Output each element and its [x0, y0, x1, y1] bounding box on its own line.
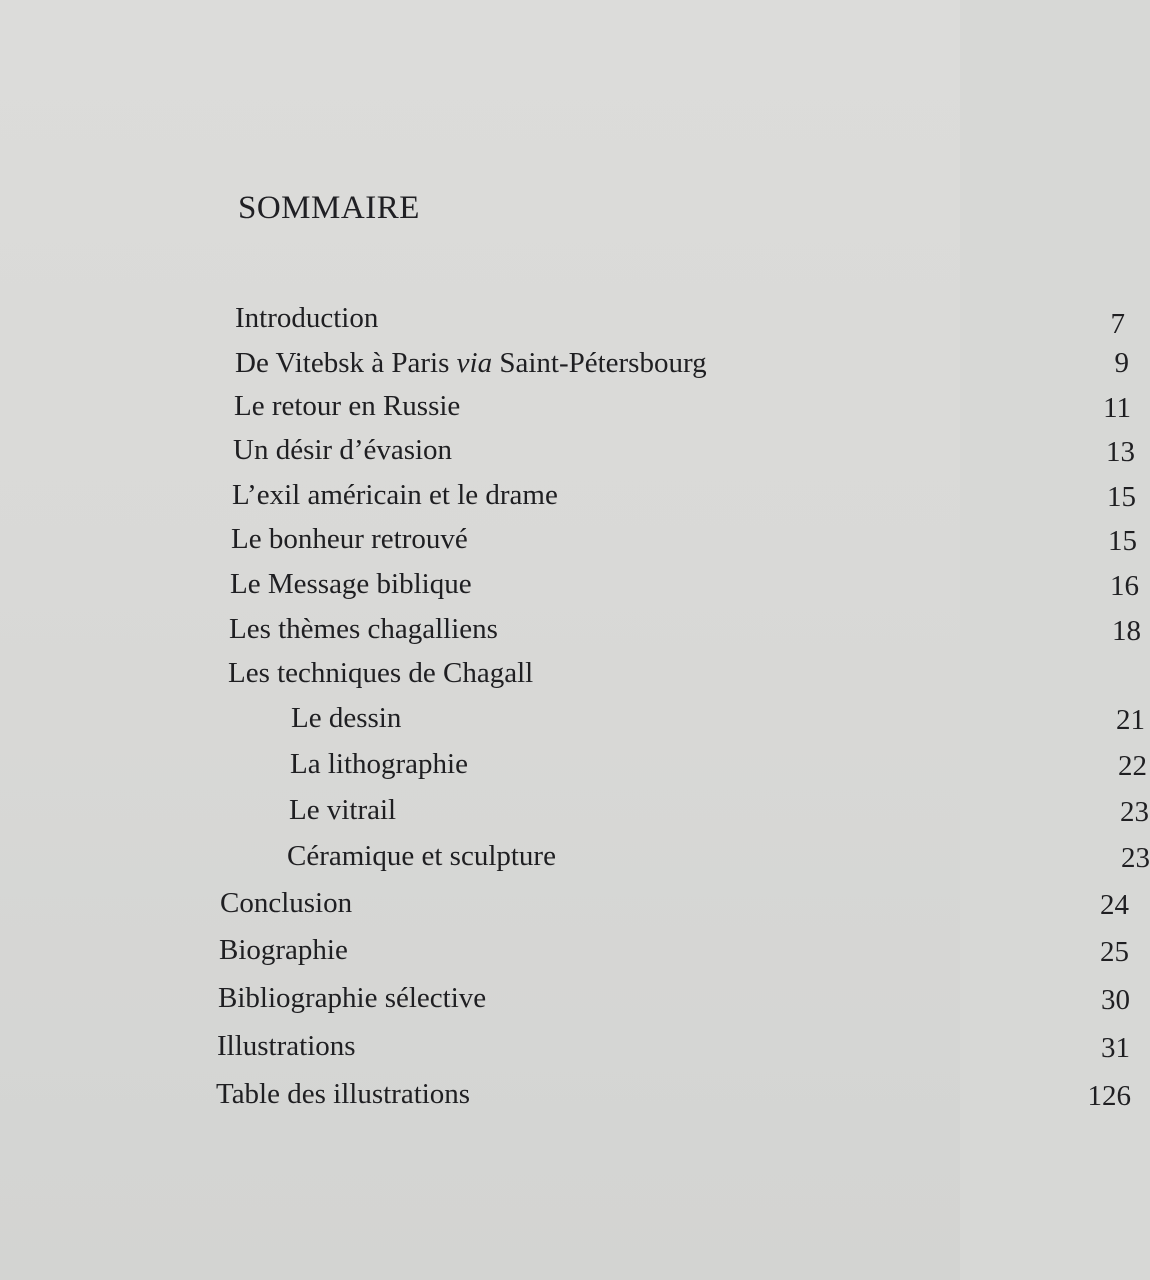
toc-entry-label: Le dessin [291, 702, 402, 734]
toc-entry-page: 126 [1087, 1080, 1131, 1112]
toc-entry-label: Table des illustrations [216, 1078, 471, 1110]
toc-entry-page: 13 [1106, 436, 1135, 468]
toc-entry-page: 16 [1110, 570, 1139, 602]
toc-entry-label: Le retour en Russie [234, 390, 461, 422]
toc-entry-label: Le bonheur retrouvé [231, 523, 468, 555]
toc-entry-page: 22 [1118, 750, 1147, 782]
toc-entry-label-italic: via [456, 347, 493, 379]
toc-entry-label: L’exil américain et le drame [232, 479, 558, 511]
toc-entry-label: Biographie [219, 934, 348, 966]
toc-entry-label [235, 343, 707, 383]
toc-entry-page: 9 [1114, 347, 1129, 379]
toc-entry-label: Les techniques de Chagall [228, 657, 534, 689]
toc-entry-page: 23 [1120, 796, 1149, 828]
toc-entry-page: 11 [1103, 392, 1131, 424]
toc-entry-label: Conclusion [220, 887, 353, 919]
toc-entry-label-part: De Vitebsk à Paris [235, 347, 457, 379]
toc-entry-page: 15 [1108, 525, 1137, 557]
toc-entry-page: 18 [1112, 615, 1141, 647]
toc-entry-label: Céramique et sculpture [287, 840, 556, 872]
toc-entry-page: 30 [1101, 984, 1130, 1016]
toc-entry-label: La lithographie [290, 748, 468, 780]
toc-entry-label: Introduction [235, 302, 379, 334]
toc-entry-page: 15 [1107, 481, 1136, 513]
toc-entry-label: Les thèmes chagalliens [229, 613, 498, 645]
toc-entry-page: 21 [1116, 704, 1145, 736]
toc-entry-page: 31 [1101, 1032, 1130, 1064]
toc-entry-page: 24 [1100, 889, 1129, 921]
toc-entry-label-part: Saint-Pétersbourg [492, 347, 707, 379]
toc-entry-label: Le vitrail [289, 794, 397, 826]
toc-entry-label: Le Message biblique [230, 568, 472, 600]
toc-entry-page: 7 [1110, 308, 1125, 340]
toc-entry-label: Bibliographie sélective [218, 982, 487, 1014]
toc-entry-page: 25 [1100, 936, 1129, 968]
page-title: SOMMAIRE [238, 190, 420, 226]
toc-entry-page: 23 [1121, 842, 1150, 874]
toc-entry-label: Un désir d’évasion [233, 434, 453, 466]
toc-entry-label: Illustrations [217, 1030, 356, 1062]
